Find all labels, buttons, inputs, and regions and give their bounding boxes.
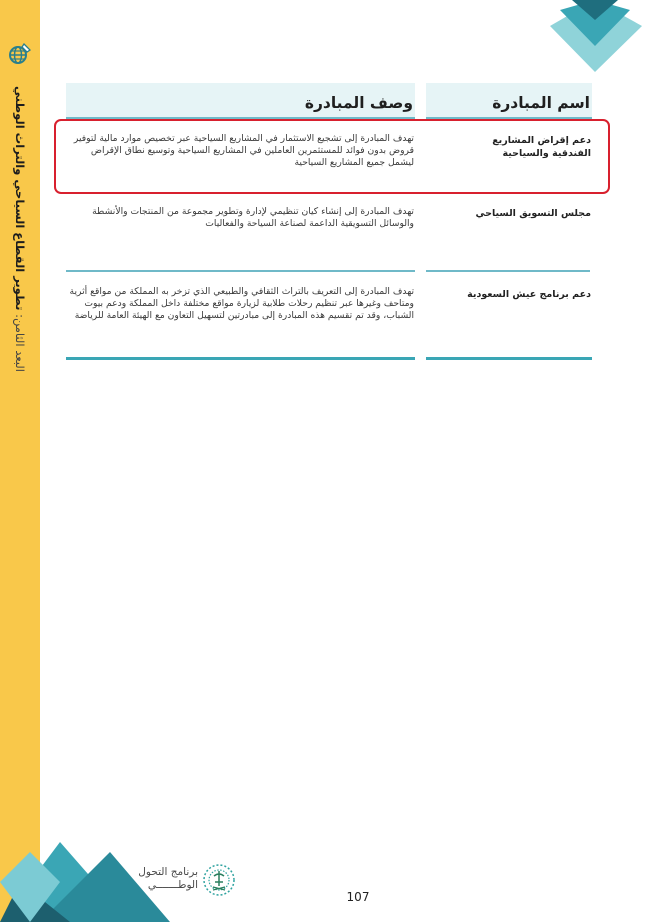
row-2-name: مجلس التسويق السياحي — [475, 208, 591, 219]
globe-pen-icon — [6, 40, 34, 68]
chapter-title — [8, 72, 32, 372]
header-initiative-name: اسم المبادرة — [492, 94, 590, 112]
row-2-description: تهدف المبادرة إلى إنشاء كيان تنظيمي لإدارة وتطوير مجموعة من المنتجات والأنشطة والوسائل التسويقية الداعمة لصناعة السياحة والفعاليات — [92, 206, 414, 229]
header-initiative-description: وصف المبادرة — [304, 94, 413, 112]
program-logo-text — [128, 866, 198, 892]
program-logo-line2: الوطـــــــي — [147, 879, 198, 891]
row-1-description: تهدف المبادرة إلى تشجيع الاستثمار في المشاريع السياحية عبر تخصيص موارد مالية لتوفير قروض بدون فوائد للمستثمرين العاملين في المشاريع السياحية وتوسيع نطاق الإقراض ليشمل جميع المشاريع السياحية — [73, 133, 414, 168]
table-bottom-border — [426, 357, 592, 360]
chapter-title-text: تطوير القطاع السياحي والتراث الوطني — [13, 86, 27, 311]
program-logo-line1: برنامج التحول — [138, 866, 198, 878]
row-3-name: دعم برنامج عيش السعودية — [467, 289, 591, 300]
program-emblem-icon — [199, 860, 239, 900]
table-bottom-border — [66, 357, 415, 360]
row-divider — [426, 270, 590, 272]
highlight-box — [54, 119, 610, 194]
row-divider — [66, 270, 415, 272]
top-diamond-decoration — [548, 0, 642, 74]
row-1-name: دعم إقراض المشاريع الفندقية والسياحية — [492, 135, 591, 159]
page-number: 107 — [346, 890, 370, 904]
chapter-prefix: البعد الثامن: — [13, 314, 27, 372]
row-3-description: تهدف المبادرة إلى التعريف بالتراث الثقافي والطبيعي الذي تزخر به المملكة من مواقع أثرية ومتاحف وغيرها عبر تنظيم رحلات طلابية لزيارة مواقع مختلفة داخل المملكة ودعم بيوت الشباب، وقد تم تقسيم هذه المبادرة إلى مبادرتين لتسهيل التعاون مع الهيئة العامة للرياضة — [69, 286, 414, 321]
